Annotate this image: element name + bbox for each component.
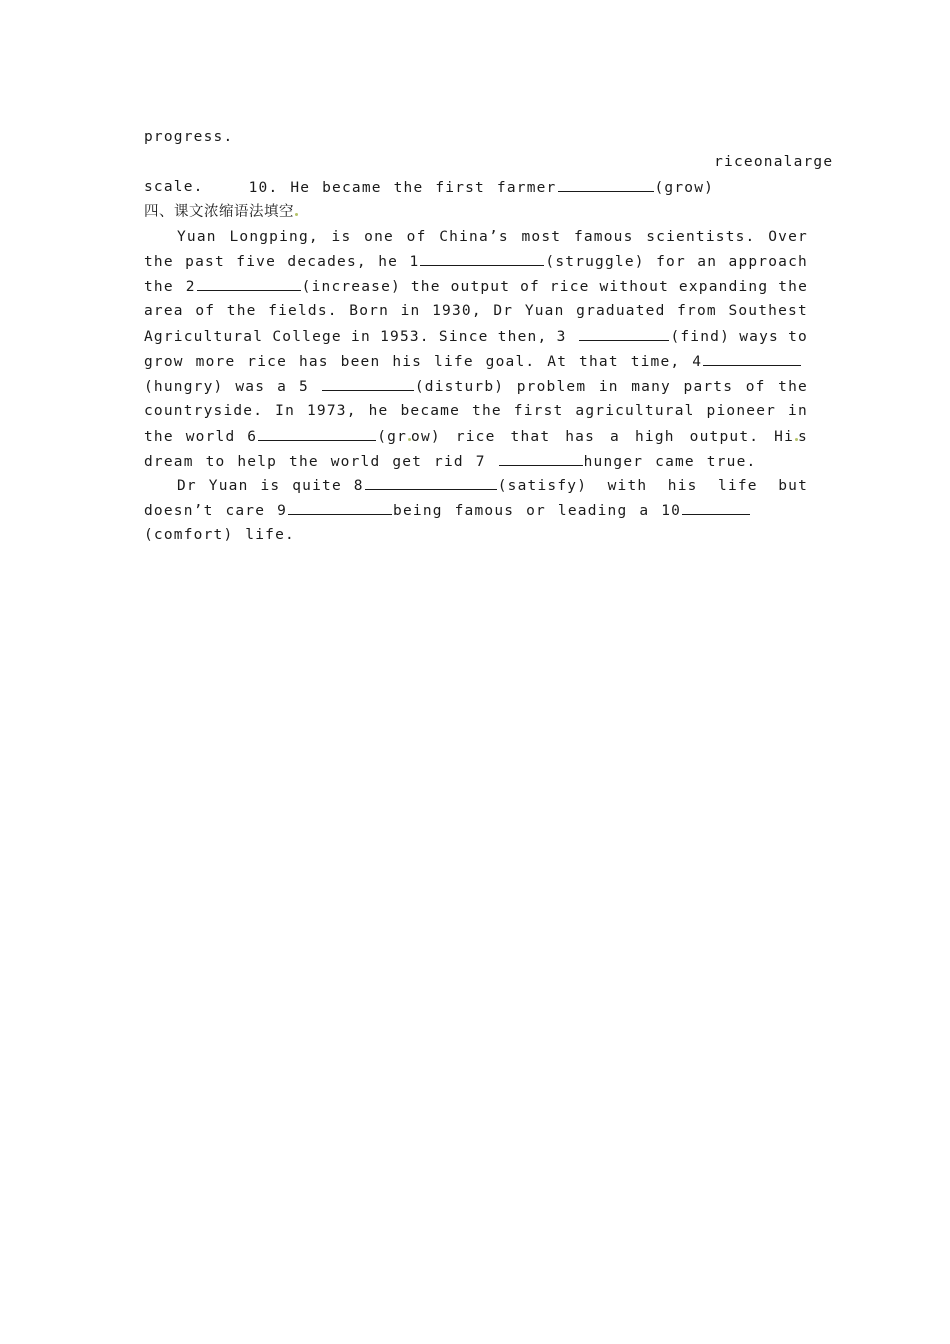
word: agricultural <box>575 402 695 419</box>
word: past <box>185 254 225 271</box>
word: he <box>378 254 399 271</box>
word: in <box>598 378 619 395</box>
text: doesn’t care 9 <box>144 503 288 520</box>
q10-word: large <box>783 153 834 170</box>
text: (comfort) life. <box>144 527 295 544</box>
q10-end-text: scale. <box>144 178 204 195</box>
blank-group-3 <box>557 324 730 350</box>
word: then, <box>497 329 548 346</box>
blank-5[interactable] <box>322 374 414 391</box>
word: Yuan <box>177 228 217 245</box>
word: his <box>667 478 698 495</box>
blank-group-2 <box>144 274 401 300</box>
word: in <box>788 402 808 419</box>
word: pioneer <box>706 402 777 419</box>
word: Over <box>768 228 808 245</box>
text: the 2 <box>144 279 196 296</box>
blank-9[interactable] <box>288 498 392 515</box>
passage-line-1 <box>144 225 808 250</box>
q9-continuation <box>144 125 808 150</box>
blank-4[interactable] <box>703 349 801 366</box>
blank-2[interactable] <box>197 274 301 291</box>
q10-word: a <box>773 153 784 170</box>
text: s <box>798 428 808 445</box>
word: that <box>510 428 551 445</box>
word: but <box>778 478 808 495</box>
word: countryside. <box>144 402 264 419</box>
hint: (satisfy) <box>497 478 588 495</box>
word: area <box>144 303 184 320</box>
q10-word: rice <box>714 153 754 170</box>
word: of <box>520 279 540 296</box>
text: grow more rice has been his life goal. At that time, 4 <box>144 354 703 371</box>
blank-1[interactable] <box>420 249 544 266</box>
word: one <box>364 228 394 245</box>
word: ways <box>739 329 779 346</box>
word: most <box>521 228 562 245</box>
decorative-dot <box>295 213 298 216</box>
word: became <box>400 402 461 419</box>
text: (hungry) was a 5 <box>144 378 309 395</box>
q10-word: on <box>753 153 774 170</box>
hint: ow) <box>411 428 441 445</box>
passage-line-2 <box>144 249 808 274</box>
word: Longping, <box>229 228 319 245</box>
word: Yuan <box>524 303 565 320</box>
word: Southest <box>728 303 808 320</box>
word: from <box>677 303 717 320</box>
word: output. <box>689 428 760 445</box>
hint: (find) <box>670 329 731 346</box>
passage-line-13 <box>144 523 808 548</box>
word: in <box>351 329 371 346</box>
word: College <box>272 329 342 346</box>
word: in <box>400 303 421 320</box>
text: dream to help the world get rid 7 <box>144 453 486 470</box>
word: of <box>745 378 766 395</box>
word: rice <box>549 279 590 296</box>
passage-line-7 <box>144 374 808 399</box>
text: the world 6 <box>144 428 258 445</box>
hint: (gr <box>377 428 408 445</box>
word: parts <box>683 378 734 395</box>
word: In <box>275 402 296 419</box>
word: to <box>788 329 808 346</box>
word: China’s <box>439 228 509 245</box>
word: the <box>144 254 174 271</box>
passage-line-10 <box>144 449 808 474</box>
blank-10[interactable] <box>682 498 750 515</box>
word: the <box>226 303 257 320</box>
blank-number: 3 <box>556 329 567 346</box>
blank-6[interactable] <box>258 424 376 441</box>
word: with <box>607 478 648 495</box>
word: an <box>697 254 718 271</box>
word: graduated <box>576 303 666 320</box>
passage-line-11 <box>144 473 808 498</box>
word: decades, <box>287 254 367 271</box>
blank-group-6 <box>144 424 441 450</box>
word: for <box>656 254 686 271</box>
section-4-title: 四、课文浓缩语法填空 <box>144 203 294 220</box>
word: of <box>195 303 216 320</box>
q10-hint: (grow) <box>654 179 715 196</box>
word: is <box>331 228 352 245</box>
word: the <box>778 279 808 296</box>
word: rice <box>455 428 496 445</box>
blank-3[interactable] <box>579 324 669 341</box>
word: the <box>778 378 808 395</box>
word: Born <box>349 303 390 320</box>
word: fields. <box>268 303 338 320</box>
word: many <box>631 378 671 395</box>
hint: (increase) <box>301 279 401 296</box>
blank-group-1 <box>409 249 644 275</box>
passage-line-8 <box>144 399 808 424</box>
word: approach <box>728 254 808 271</box>
passage-line-3 <box>144 274 808 299</box>
word: 1953. <box>380 329 430 346</box>
blank-7[interactable] <box>499 449 583 466</box>
blank-group-5 <box>144 374 504 400</box>
passage-line-6 <box>144 349 808 374</box>
hint: (disturb) <box>414 378 505 395</box>
word: 1930, <box>432 303 482 320</box>
word: first <box>513 402 564 419</box>
word: Since <box>438 329 489 346</box>
word: without <box>599 279 670 296</box>
word: he <box>368 402 389 419</box>
blank-8[interactable] <box>365 473 497 490</box>
word: Agricultural <box>144 329 264 346</box>
word: Dr <box>493 303 514 320</box>
word: high <box>634 428 675 445</box>
text: Hi <box>774 428 795 445</box>
passage-line-9 <box>144 424 808 449</box>
document-page <box>144 125 834 548</box>
word: the <box>472 402 502 419</box>
q10-prefix-text: 10. He became the first farmer <box>248 179 557 196</box>
text: Dr Yuan is quite 8 <box>177 478 364 495</box>
word: life <box>718 478 758 495</box>
passage-line-5 <box>144 324 808 349</box>
blank-group-8 <box>177 473 587 499</box>
passage-line-12 <box>144 498 808 523</box>
word: problem <box>516 378 587 395</box>
word-his <box>774 425 808 450</box>
word: a <box>610 428 620 445</box>
word: famous <box>573 228 634 245</box>
word: 1973, <box>306 402 357 419</box>
word: output <box>450 279 511 296</box>
blank-number: 1 <box>409 254 420 271</box>
blank-q10[interactable] <box>558 175 654 192</box>
word: has <box>565 428 596 445</box>
word: expanding <box>678 279 769 296</box>
word: scientists. <box>646 228 756 245</box>
text: being famous or leading a 10 <box>393 503 682 520</box>
word: the <box>410 279 441 296</box>
passage-line-4 <box>144 299 808 324</box>
hint: (struggle) <box>545 254 645 271</box>
text: hunger came true. <box>583 453 757 470</box>
word: five <box>236 254 277 271</box>
word: of <box>406 228 427 245</box>
q9-tail-text: progress. <box>144 129 234 145</box>
